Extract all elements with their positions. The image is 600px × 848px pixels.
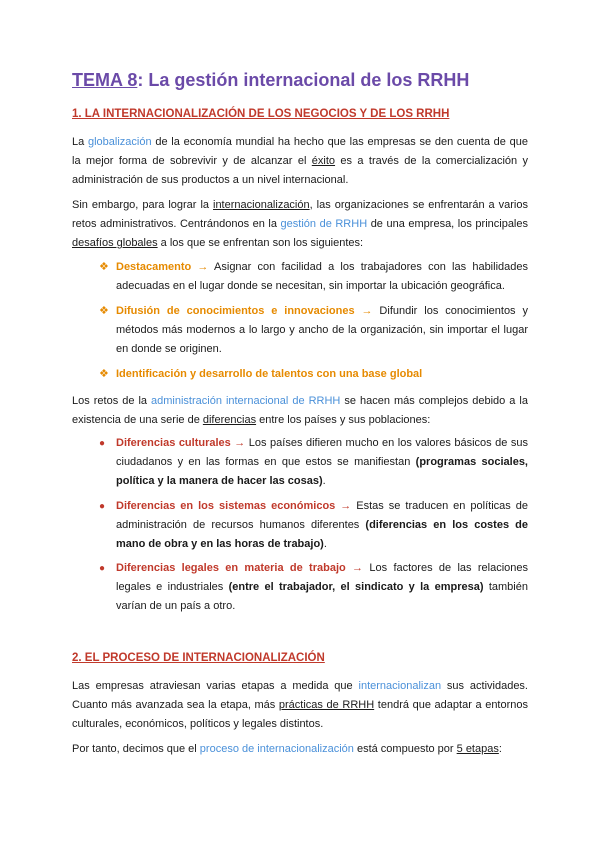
list-item: ● Diferencias legales en materia de trabajo → Los factores de las relaciones legales e industriales (entre el trabajador, el sindicato y la empresa) también varían de un país a otro. [116,559,528,616]
list-item: ● Diferencias en los sistemas económicos → Estas se traducen en políticas de administración de recursos humanos diferentes (diferencias en los costes de mano de obra y en las horas de trabajo). [116,497,528,554]
circle-bullet-icon: ● [99,438,106,449]
list-item: ● Diferencias culturales → Los países difieren mucho en los valores básicos de sus ciudadanos y en las formas en que estos se manifiestan (programas sociales, política y la manera de hacer las cosas). [116,434,528,491]
highlight-globalizacion: globalización [87,136,152,148]
title-prefix: TEMA 8 [72,70,138,90]
paragraph-2: Sin embargo, para lograr la internacionalización, las organizaciones se enfrentarán a varios retos administrativos. Centrándonos en la gestión de RRHH de una empresa, los principales desafíos globales a los que se enfrentan son los siguientes: [72,199,528,249]
highlight-proceso: proceso de internacionalización [199,743,354,755]
highlight-admin-internacional: administración internacional de RRHH [151,395,341,407]
diamond-bullet-icon: ❖ [99,305,109,317]
page-title [72,70,469,91]
section-1-heading: 1. LA INTERNACIONALIZACIÓN DE LOS NEGOCIOS Y DE LOS RRHH [72,108,450,120]
circle-bullet-icon: ● [99,563,106,574]
list-item: ❖ Destacamento → Asignar con facilidad a los trabajadores con las habilidades adecuadas en el lugar donde se necesitan, sin importar la ubicación geográfica. [116,258,528,296]
paragraph-3: Los retos de la administración internacional de RRHH se hacen más complejos debido a la existencia de una serie de diferencias entre los países y sus poblaciones: [72,395,528,426]
highlight-internacionalizan: internacionalizan [358,680,442,692]
list-item: ❖ Difusión de conocimientos e innovaciones → Difundir los conocimientos y métodos más modernos a lo largo y ancho de la organización, sin importar el lugar en donde se originen. [116,302,528,359]
circle-bullet-icon: ● [99,501,106,512]
paragraph-1: La globalización de la economía mundial ha hecho que las empresas se den cuenta de que la mejor forma de sobrevivir y de alcanzar el éxito es a través de la comercialización y administración de sus productos a un nivel internacional. [72,136,529,186]
highlight-gestion-rrhh: gestión de RRHH [280,218,368,230]
paragraph-4: Las empresas atraviesan varias etapas a medida que internacionalizan sus actividades. Cuanto más avanzada sea la etapa, más prácticas de RRHH tendrá que adaptar a entornos culturales, económicos, políticos y legales distintos. [72,680,529,730]
diamond-bullet-icon: ❖ [99,261,109,273]
title-rest: : La gestión internacional de los RRHH [137,70,470,90]
paragraph-5: Por tanto, decimos que el proceso de internacionalización está compuesto por 5 etapas: [72,743,502,755]
section-2-heading: 2. EL PROCESO DE INTERNACIONALIZACIÓN [72,652,325,664]
list-item: ❖ Identificación y desarrollo de talentos con una base global [116,365,528,384]
diamond-bullet-icon: ❖ [99,368,109,380]
